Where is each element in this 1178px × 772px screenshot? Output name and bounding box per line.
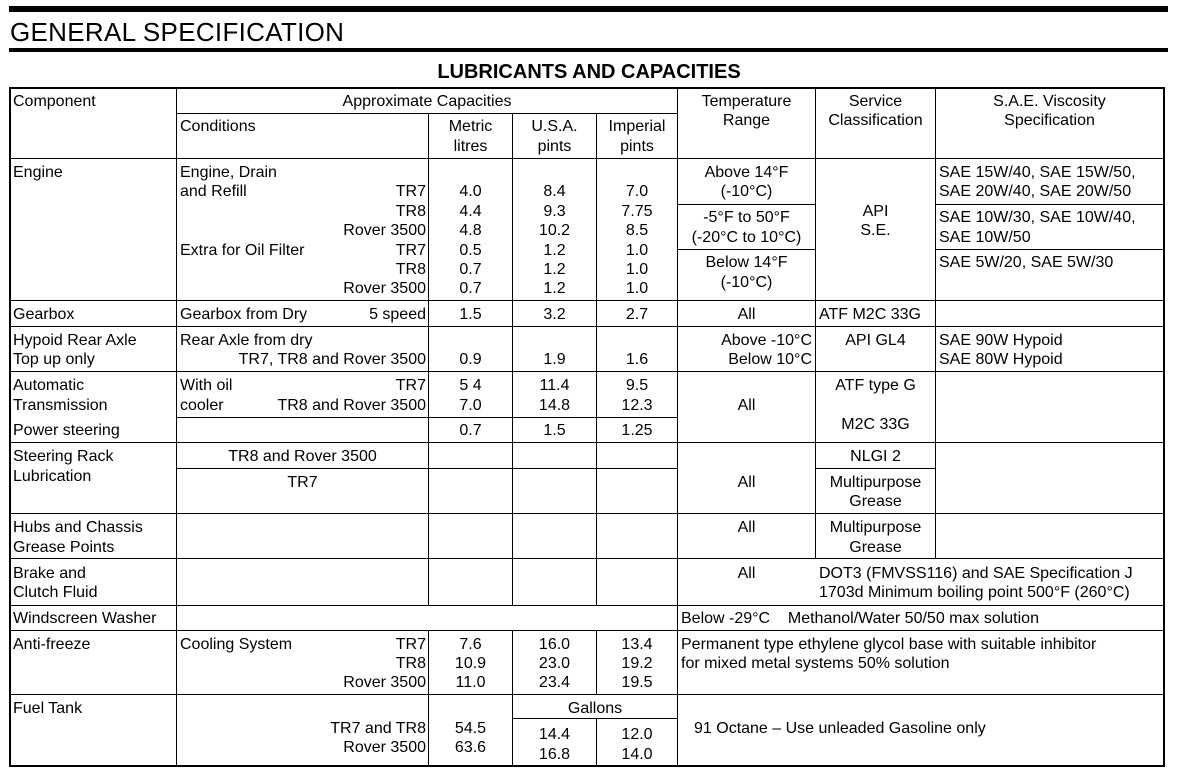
axle-sae: SAE 80W Hypoid: [939, 351, 1063, 368]
fuel-component: Fuel Tank: [13, 700, 83, 717]
row-line: [177, 417, 677, 418]
table-title: LUBRICANTS AND CAPACITIES: [437, 61, 741, 83]
engine-imperial: 1.0: [625, 280, 649, 297]
antifreeze-imperial: 13.4: [621, 636, 653, 653]
rack-service: Multipurpose: [829, 474, 922, 491]
auto-imperial: 12.3: [621, 397, 653, 414]
row-line: [936, 204, 1164, 205]
antifreeze-usa: 23.4: [538, 674, 571, 691]
header-temperature-2: Range: [722, 112, 771, 129]
fuel-model: Rover 3500: [343, 739, 426, 756]
auto-model: TR7: [395, 377, 426, 394]
engine-imperial: 8.5: [625, 222, 649, 239]
gearbox-cond: Gearbox from Dry: [180, 306, 308, 323]
power-usa: 1.5: [543, 422, 566, 439]
engine-model: Rover 3500: [343, 280, 426, 297]
engine-metric: 0.7: [459, 280, 482, 297]
engine-imperial: 1.0: [625, 242, 649, 259]
engine-cond: Extra for Oil Filter: [180, 242, 305, 259]
engine-temp: (-20°C to 10°C): [691, 229, 802, 246]
engine-metric: 4.4: [459, 203, 482, 220]
engine-temp: Below 14°F: [705, 254, 788, 271]
rack-cond: TR7: [287, 474, 318, 491]
antifreeze-note: Permanent type ethylene glycol base with suitable inhibitor: [681, 636, 1097, 653]
axle-component: Hypoid Rear Axle: [13, 332, 137, 349]
auto-usa: 14.8: [538, 397, 571, 414]
row-line: [10, 442, 1164, 443]
header-metric-unit: litres: [453, 138, 488, 155]
washer-note: Below -29°C Methanol/Water 50/50 max solution: [681, 610, 1039, 627]
engine-sae: SAE 5W/20, SAE 5W/30: [939, 254, 1114, 271]
rack-cond: TR8 and Rover 3500: [228, 448, 377, 465]
rack-service: NLGI 2: [850, 448, 901, 465]
auto-service: ATF type G: [835, 377, 916, 394]
table-border-right: [1163, 87, 1165, 767]
row-line: [10, 630, 1164, 631]
fuel-usa: 16.8: [538, 746, 571, 763]
fuel-metric: 54.5: [454, 720, 487, 737]
engine-cond: and Refill: [180, 183, 247, 200]
auto-cond: cooler: [180, 397, 224, 414]
engine-temp: (-10°C): [720, 183, 773, 200]
auto-imperial: 9.5: [625, 377, 649, 394]
brake-service: 1703d Minimum boiling point 500°F (260°C): [819, 584, 1130, 601]
engine-temp: Above 14°F: [704, 164, 789, 181]
antifreeze-model: TR8: [395, 655, 426, 672]
engine-imperial: 7.0: [625, 183, 649, 200]
header-approx-capacities: Approximate Capacities: [342, 93, 512, 110]
header-service: Service: [848, 93, 903, 110]
gearbox-imperial: 2.7: [625, 306, 649, 323]
row-line: [10, 300, 1164, 301]
axle-cond: Rear Axle from dry: [180, 332, 313, 349]
antifreeze-model: TR7: [395, 636, 426, 653]
washer-component: Windscreen Washer: [13, 610, 157, 627]
row-line: [10, 158, 1164, 159]
hubs-component: Hubs and Chassis: [13, 519, 143, 536]
engine-model: TR8: [395, 203, 426, 220]
row-line: [10, 605, 1164, 606]
fuel-metric: 63.6: [454, 739, 487, 756]
brake-component: Brake and: [13, 565, 86, 582]
table-border-top: [9, 87, 1165, 89]
header-metric: Metric: [448, 118, 493, 135]
auto-model: TR8 and Rover 3500: [277, 397, 426, 414]
engine-usa: 9.3: [543, 203, 566, 220]
header-temperature: Temperature: [701, 93, 792, 110]
auto-component: Automatic: [13, 377, 85, 394]
fuel-usa: 14.4: [538, 726, 571, 743]
fuel-gallons-header: Gallons: [567, 700, 623, 717]
engine-sae: SAE 20W/40, SAE 20W/50: [939, 183, 1132, 200]
header-service-2: Classification: [828, 112, 923, 129]
antifreeze-imperial: 19.5: [621, 674, 653, 691]
gearbox-service: ATF M2C 33G: [819, 306, 921, 323]
engine-metric: 4.0: [459, 183, 482, 200]
engine-usa: 10.2: [538, 222, 571, 239]
engine-component: Engine: [13, 164, 63, 181]
antifreeze-component: Anti-freeze: [13, 636, 91, 653]
auto-usa: 11.4: [539, 377, 570, 394]
row-line: [177, 113, 677, 114]
axle-imperial: 1.6: [625, 351, 649, 368]
rack-service: Grease: [849, 493, 902, 510]
engine-usa: 1.2: [543, 261, 566, 278]
power-component: Power steering: [13, 422, 120, 439]
brake-temp: All: [737, 565, 756, 582]
engine-usa: 1.2: [543, 242, 566, 259]
fuel-imperial: 12.0: [621, 726, 653, 743]
antifreeze-metric: 10.9: [454, 655, 487, 672]
axle-sae: SAE 90W Hypoid: [939, 332, 1063, 349]
engine-sae: SAE 10W/30, SAE 10W/40,: [939, 209, 1136, 226]
engine-service: API: [862, 203, 889, 220]
axle-cond: TR7, TR8 and Rover 3500: [238, 351, 426, 368]
col-line: [176, 87, 177, 766]
header-component: Component: [13, 93, 96, 110]
antifreeze-cond: Cooling System: [180, 636, 293, 653]
table-border-left: [9, 87, 11, 767]
engine-model: TR8: [395, 261, 426, 278]
engine-model: TR7: [395, 183, 426, 200]
engine-model: Rover 3500: [343, 222, 426, 239]
auto-metric: 7.0: [459, 397, 482, 414]
row-line: [678, 204, 815, 205]
table-border-bottom: [9, 765, 1165, 767]
fuel-note: 91 Octane – Use unleaded Gasoline only: [694, 720, 986, 737]
row-line: [10, 694, 1164, 695]
axle-metric: 0.9: [459, 351, 482, 368]
auto-component: Transmission: [13, 397, 108, 414]
engine-sae: SAE 15W/40, SAE 15W/50,: [939, 164, 1136, 181]
row-line: [10, 326, 1164, 327]
engine-metric: 0.5: [459, 242, 482, 259]
header-usa: U.S.A.: [531, 118, 578, 135]
antifreeze-imperial: 19.2: [621, 655, 653, 672]
page-title: GENERAL SPECIFICATION: [10, 17, 345, 47]
engine-metric: 4.8: [459, 222, 482, 239]
auto-metric: 5 4: [459, 377, 482, 394]
engine-model: TR7: [395, 242, 426, 259]
hubs-service: Grease: [849, 539, 902, 556]
engine-temp: -5°F to 50°F: [703, 209, 790, 226]
row-line: [10, 558, 1164, 559]
rack-component: Steering Rack: [13, 448, 114, 465]
header-conditions: Conditions: [180, 118, 256, 135]
header-imperial-unit: pints: [620, 138, 654, 155]
row-line: [10, 371, 1164, 372]
power-metric: 0.7: [459, 422, 482, 439]
engine-usa: 8.4: [543, 183, 566, 200]
engine-sae: SAE 10W/50: [939, 229, 1031, 246]
antifreeze-note: for mixed metal systems 50% solution: [681, 655, 950, 672]
engine-imperial: 7.75: [621, 203, 653, 220]
brake-component: Clutch Fluid: [13, 584, 98, 601]
engine-usa: 1.2: [543, 280, 566, 297]
row-line: [936, 249, 1164, 250]
auto-cond: With oil: [180, 377, 233, 394]
fuel-model: TR7 and TR8: [330, 720, 426, 737]
rack-component: Lubrication: [13, 468, 92, 485]
gearbox-metric: 1.5: [459, 306, 482, 323]
antifreeze-model: Rover 3500: [343, 674, 426, 691]
header-sae: S.A.E. Viscosity: [993, 93, 1106, 110]
engine-temp: (-10°C): [720, 274, 773, 291]
hubs-temp: All: [737, 519, 756, 536]
antifreeze-usa: 16.0: [538, 636, 571, 653]
rack-temp: All: [737, 474, 756, 491]
header-usa-unit: pints: [537, 138, 572, 155]
row-line: [10, 513, 1164, 514]
axle-temp: Below 10°C: [728, 351, 812, 368]
header-sae-2: Specification: [1004, 112, 1095, 129]
fuel-imperial: 14.0: [621, 746, 653, 763]
auto-service: M2C 33G: [841, 416, 910, 433]
antifreeze-metric: 7.6: [459, 636, 482, 653]
power-imperial: 1.25: [621, 422, 653, 439]
engine-cond: Engine, Drain: [180, 164, 277, 181]
auto-temp: All: [737, 397, 756, 414]
engine-imperial: 1.0: [625, 261, 649, 278]
axle-usa: 1.9: [543, 351, 566, 368]
row-line: [177, 468, 677, 469]
hubs-component: Grease Points: [13, 539, 115, 556]
axle-component: Top up only: [13, 351, 95, 368]
engine-metric: 0.7: [459, 261, 482, 278]
row-line: [815, 468, 935, 469]
antifreeze-metric: 11.0: [455, 674, 486, 691]
row-line: [678, 249, 815, 250]
brake-service: DOT3 (FMVSS116) and SAE Specification J: [819, 565, 1133, 582]
antifreeze-usa: 23.0: [538, 655, 571, 672]
axle-service: API GL4: [845, 332, 906, 349]
gearbox-component: Gearbox: [13, 306, 75, 323]
gearbox-usa: 3.2: [543, 306, 566, 323]
header-imperial: Imperial: [608, 118, 666, 135]
axle-temp: Above -10°C: [721, 332, 812, 349]
engine-service: S.E.: [860, 222, 891, 239]
gearbox-temp: All: [737, 306, 756, 323]
hubs-service: Multipurpose: [829, 519, 922, 536]
gearbox-model: 5 speed: [369, 306, 426, 323]
